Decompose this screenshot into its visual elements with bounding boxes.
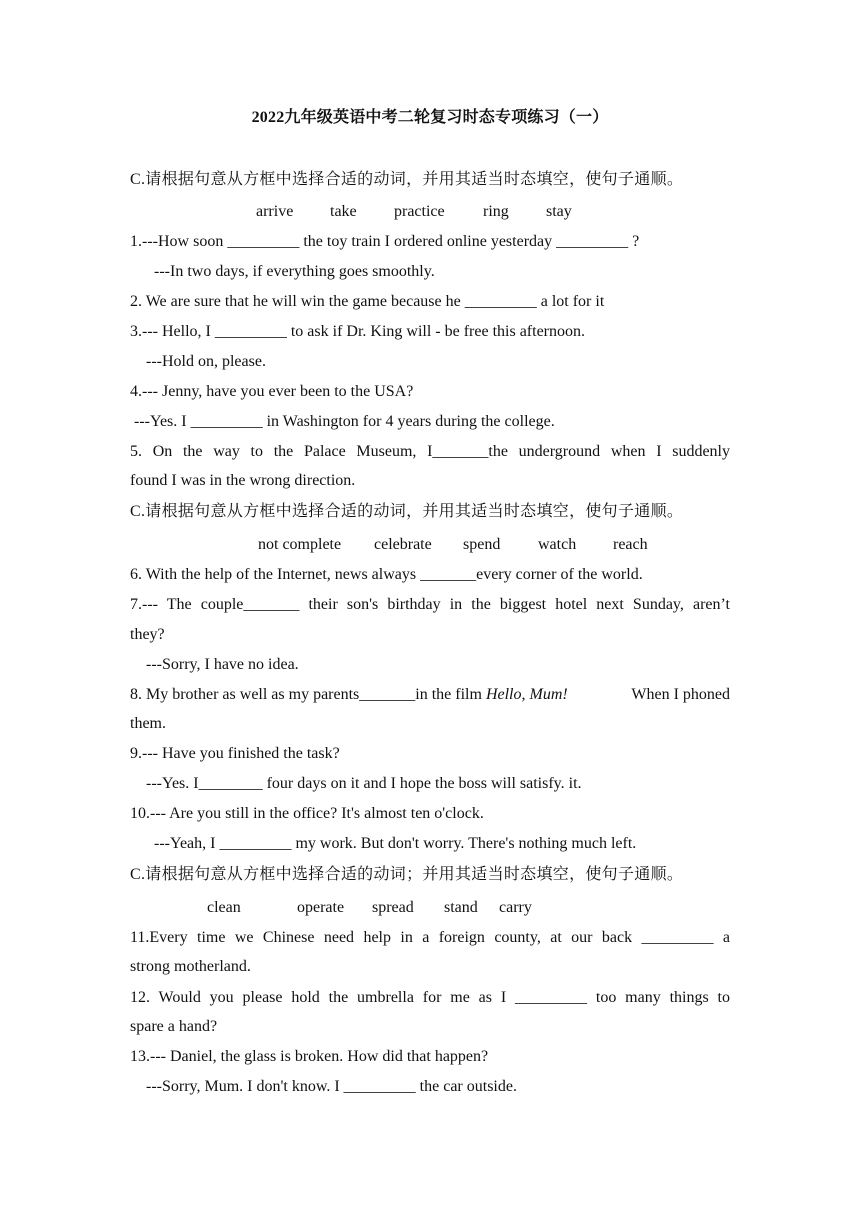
word-option: take [330,203,357,220]
question-10-answer: ---Yeah, I _________ my work. But don't worry. There's nothing much left. [154,835,637,852]
section-2-instruction: C.请根据句意从方框中选择合适的动词，并用其适当时态填空，使句子通顺。 [130,503,684,520]
question-7-answer: ---Sorry, I have no idea. [146,656,299,673]
word-option: not complete [258,536,342,553]
section-1-word-box [256,202,572,222]
question-4-answer: ---Yes. I _________ in Washington for 4 years during the college. [134,413,555,430]
question-8 [130,685,730,705]
section-3-word-box [207,898,532,918]
question-5: 5. On the way to the Palace Museum, I_______the underground when I suddenly [130,443,730,460]
section-3-instruction: C.请根据句意从方框中选择合适的动词；并用其适当时态填空，使句子通顺。 [130,866,684,883]
section-1-instruction: C.请根据句意从方框中选择合适的动词，并用其适当时态填空，使句子通顺。 [130,171,684,188]
question-1: 1.---How soon _________ the toy train I ordered online yesterday _________ ? [130,233,640,250]
section-2-word-box [258,535,648,555]
question-5-continued: found I was in the wrong direction. [130,472,356,489]
word-option: clean [207,899,241,916]
question-11-continued: strong motherland. [130,958,251,975]
question-8-start: 8. My brother as well as my parents_______in the film [130,686,486,703]
word-option: practice [394,203,445,220]
word-option: spread [372,899,414,916]
word-option: watch [538,536,577,553]
word-option: operate [297,899,345,916]
question-12: 12. Would you please hold the umbrella for me as I _________ too many things to [130,989,730,1006]
word-option: stand [444,899,478,916]
question-8-continued: them. [130,715,166,732]
question-9: 9.--- Have you finished the task? [130,745,340,762]
question-1-answer: ---In two days, if everything goes smoothly. [154,263,435,280]
word-option: spend [463,536,501,553]
word-option: ring [483,203,509,220]
question-7: 7.--- The couple_______ their son's birthday in the biggest hotel next Sunday, aren’t [130,596,730,613]
question-12-continued: spare a hand? [130,1018,218,1035]
question-8-text [130,685,568,705]
question-4: 4.--- Jenny, have you ever been to the USA? [130,383,414,400]
word-option: reach [613,536,648,553]
question-8-end: When I phoned [631,686,730,703]
question-3-answer: ---Hold on, please. [146,353,266,370]
question-2: 2. We are sure that he will win the game because he _________ a lot for it [130,293,605,310]
word-option: stay [546,203,572,220]
word-option: arrive [256,203,294,220]
question-9-answer: ---Yes. I________ four days on it and I hope the boss will satisfy. it. [146,775,582,792]
question-6: 6. With the help of the Internet, news always _______every corner of the world. [130,566,643,583]
question-13: 13.--- Daniel, the glass is broken. How did that happen? [130,1048,489,1065]
question-11: 11.Every time we Chinese need help in a foreign county, at our back _________ a [130,929,730,946]
film-title: Hello, Mum! [485,686,568,703]
word-option: celebrate [374,536,432,553]
question-13-answer: ---Sorry, Mum. I don't know. I _________ the car outside. [146,1078,517,1095]
question-7-continued: they? [130,626,165,643]
page-title: 2022九年级英语中考二轮复习时态专项练习（一） [251,109,609,126]
word-option: carry [499,899,532,916]
question-10: 10.--- Are you still in the office? It's almost ten o'clock. [130,805,484,822]
question-3: 3.--- Hello, I _________ to ask if Dr. King will - be free this afternoon. [130,323,586,340]
